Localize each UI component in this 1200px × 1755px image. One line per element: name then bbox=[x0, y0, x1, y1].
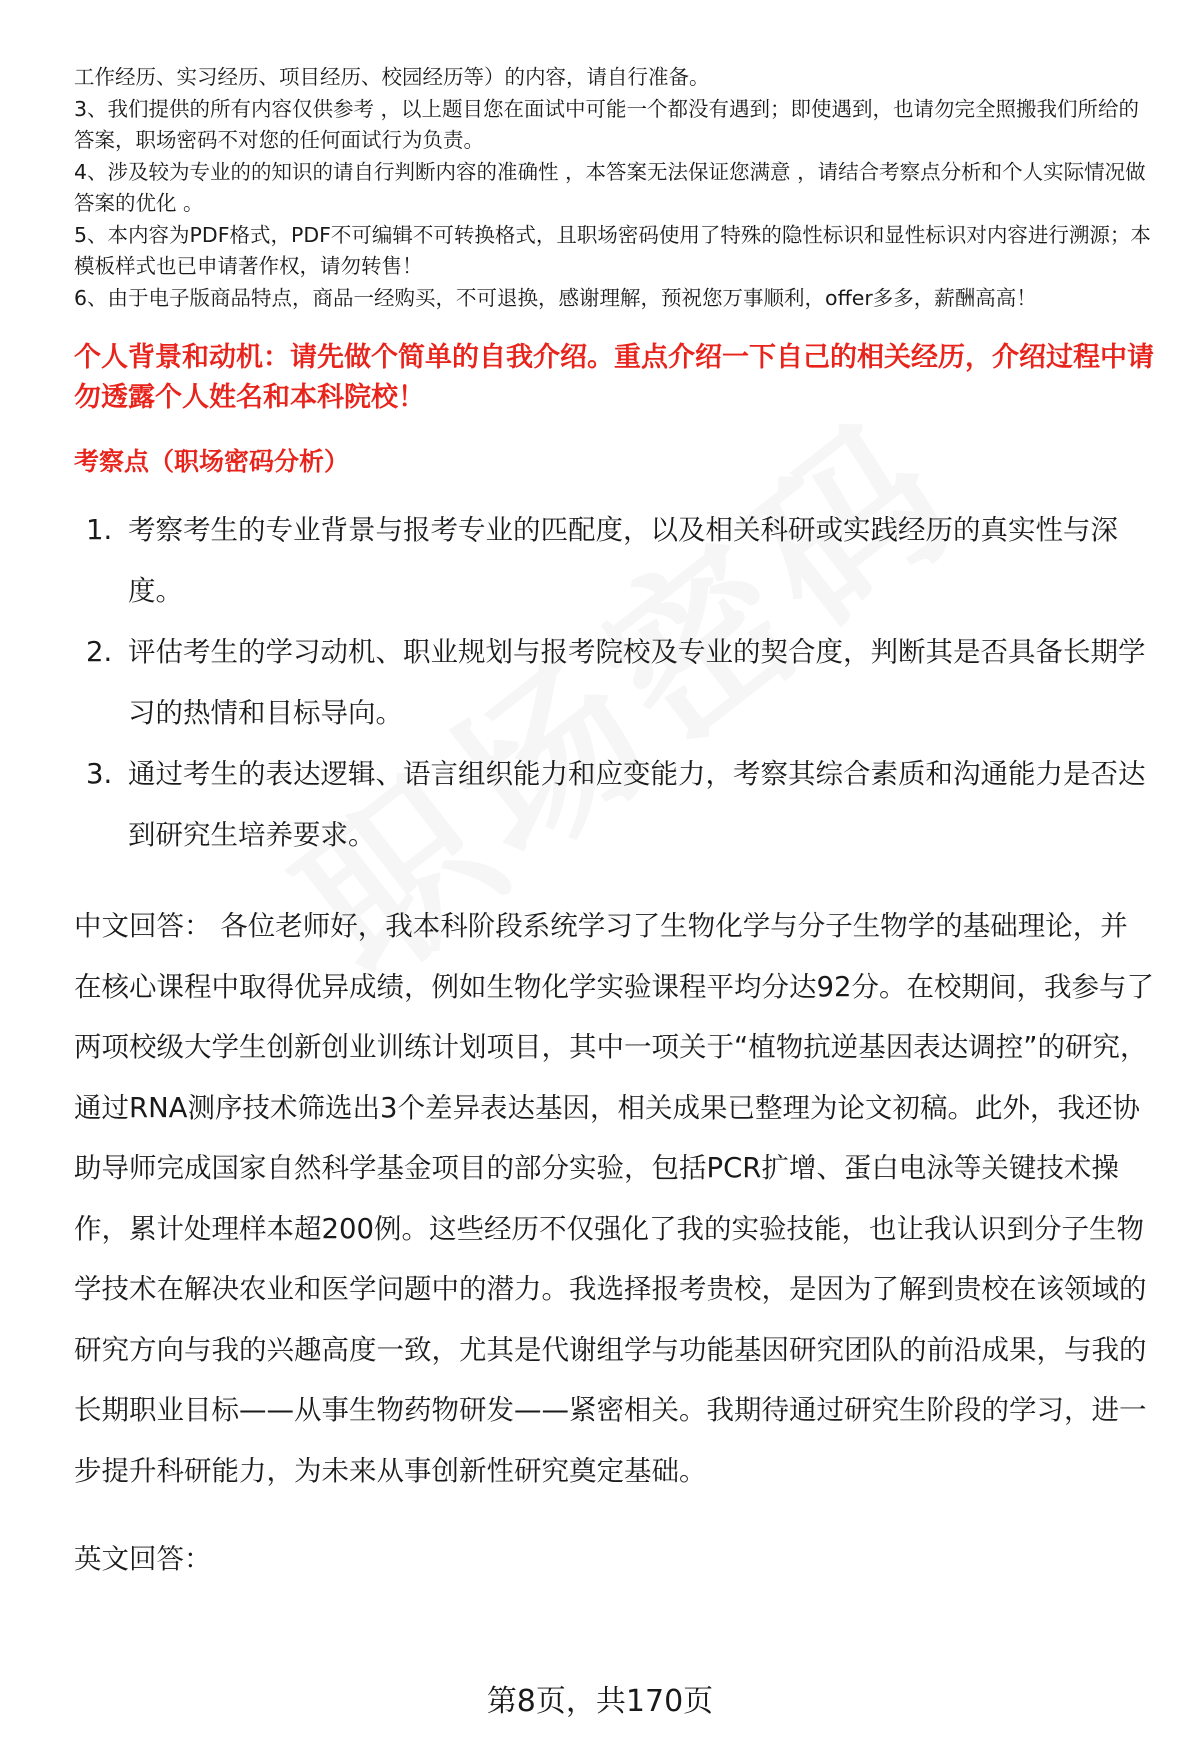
analysis-title: 考察点（职场密码分析） bbox=[74, 447, 350, 476]
document-page bbox=[74, 62, 1154, 1590]
note-line: 4、涉及较为专业的的知识的请自行判断内容的准确性 ，本答案无法保证您满意 ，请结合考察点分析和个人实际情况做答案的优化 。 bbox=[74, 159, 1146, 215]
notes-block bbox=[74, 62, 1154, 314]
page-footer: 第8页，共170页 bbox=[486, 1684, 714, 1719]
note-line: 6、由于电子版商品特点，商品一经购买，不可退换，感谢理解，预祝您万事顺利，offer多多，薪酬高高！ bbox=[74, 285, 1037, 310]
analysis-point bbox=[74, 744, 1154, 866]
note-line: 工作经历、实习经历、项目经历、校园经历等）的内容，请自行准备。 bbox=[74, 65, 710, 89]
answer-english-label: 英文回答： bbox=[74, 1543, 212, 1575]
note-line: 5、本内容为PDF格式，PDF不可编辑不可转换格式，且职场密码使用了特殊的隐性标识和显性标识对内容进行溯源；本模板样式也已申请著作权，请勿转售！ bbox=[74, 222, 1151, 278]
point-text: 考察考生的专业背景与报考专业的匹配度，以及相关科研或实践经历的真实性与深度。 bbox=[128, 514, 1118, 607]
point-number: 3. bbox=[86, 758, 113, 790]
note-line: 3、我们提供的所有内容仅供参考 ，以上题目您在面试中可能一个都没有遇到；即使遇到，也请勿完全照搬我们所给的答案，职场密码不对您的任何面试行为负责。 bbox=[74, 96, 1140, 152]
analysis-points bbox=[74, 500, 1154, 866]
point-number: 2. bbox=[86, 636, 113, 668]
point-number: 1. bbox=[86, 514, 113, 546]
analysis-point bbox=[74, 500, 1154, 622]
question-heading: 个人背景和动机：请先做个简单的自我介绍。重点介绍一下自己的相关经历，介绍过程中请勿透露个人姓名和本科院校！ bbox=[74, 342, 1154, 413]
point-text: 通过考生的表达逻辑、语言组织能力和应变能力，考察其综合素质和沟通能力是否达到研究生培养要求。 bbox=[128, 758, 1146, 851]
analysis-point bbox=[74, 622, 1154, 744]
point-text: 评估考生的学习动机、职业规划与报考院校及专业的契合度，判断其是否具备长期学习的热情和目标导向。 bbox=[128, 636, 1146, 729]
answer-chinese: 中文回答： 各位老师好，我本科阶段系统学习了生物化学与分子生物学的基础理论，并在核心课程中取得优异成绩，例如生物化学实验课程平均分达92分。在校期间，我参与了两项校级大学生创新创业训练计划项目，其中一项关于“植物抗逆基因表达调控”的研究，通过RNA测序技术筛选出3个差异表达基因，相关成果已整理为论文初稿。此外，我还协助导师完成国家自然科学基金项目的部分实验，包括PCR扩增、蛋白电泳等关键技术操作，累计处理样本超200例。这些经历不仅强化了我的实验技能，也让我认识到分子生物学技术在解决农业和医学问题中的潜力。我选择报考贵校，是因为了解到贵校在该领域的研究方向与我的兴趣高度一致，尤其是代谢组学与功能基因研究团队的前沿成果，与我的长期职业目标——从事生物药物研发——紧密相关。我期待通过研究生阶段的学习，进一步提升科研能力，为未来从事创新性研究奠定基础。 bbox=[74, 910, 1154, 1487]
